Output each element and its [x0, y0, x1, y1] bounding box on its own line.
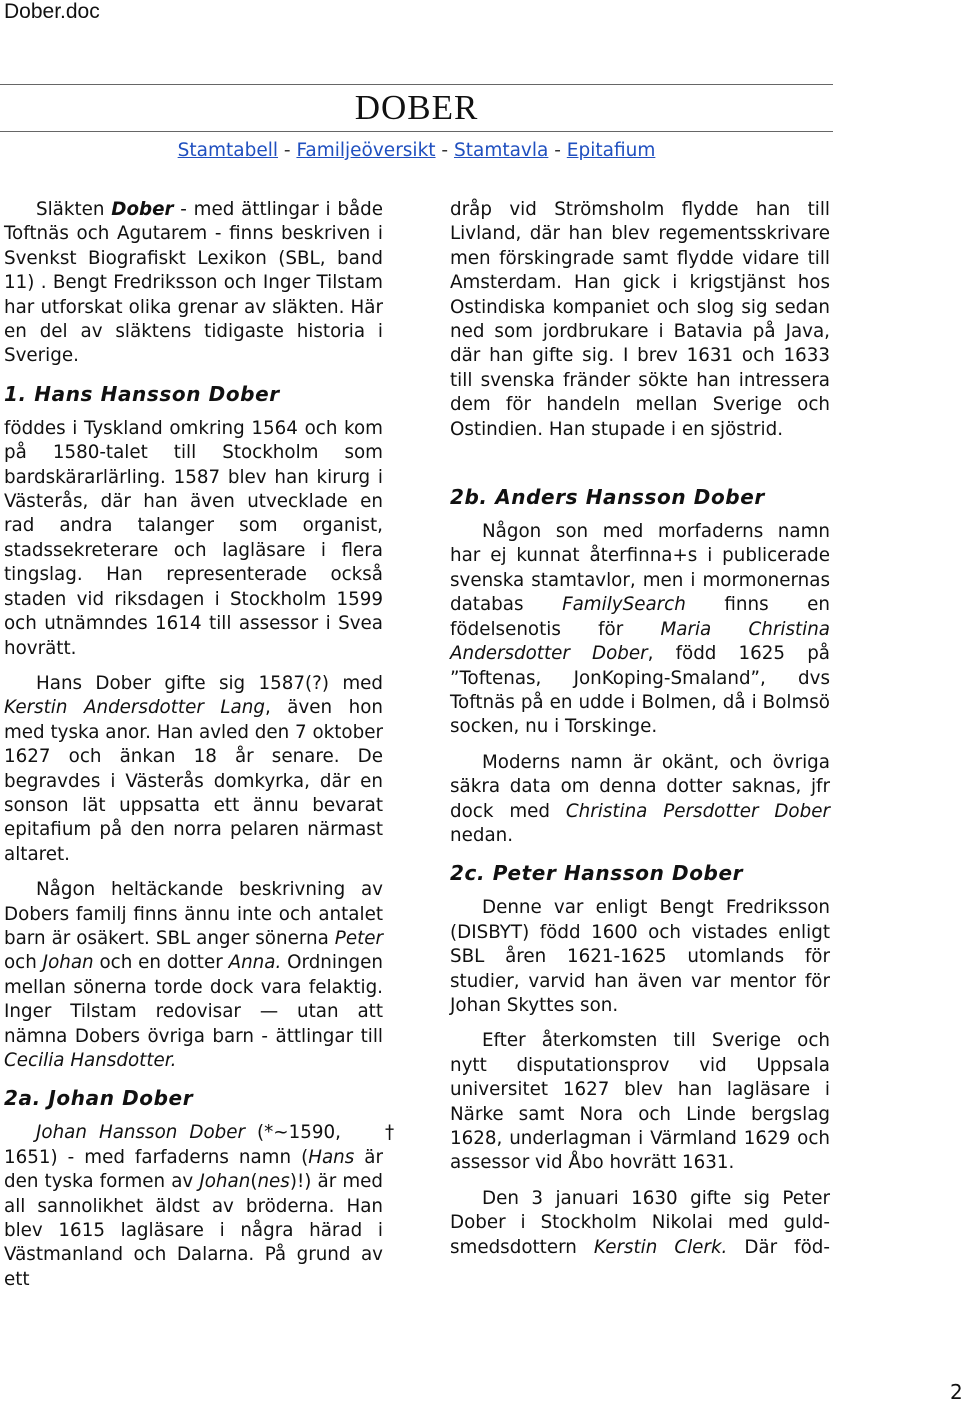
link-stamtavla[interactable]: Stamtavla	[453, 140, 549, 161]
nav-separator: -	[278, 140, 297, 161]
heading-hans-hansson-dober: 1. Hans Hansson Dober	[4, 381, 280, 406]
family-description-paragraph: Någon heltäckande beskrivning av Dobers familj finns ännu inte och antalet barn är osäkert. SBL anger sönerna Peter och Johan och en dotter Anna. Ordningen mellan sönerna torde dock vara felaktig. Inger Tilstam redovisar — utan att nämna Dobers övriga barn - ättlingar till Cecilia Hansdotter.	[4, 879, 383, 1071]
peter-studies-paragraph: Denne var enligt Bengt Fredriksson (DISBYT) född 1600 och vistades enligt SBL åren 1621-1625 utomlands för studier, varvid han även var mentor för Johan Skyttes son.	[450, 897, 830, 1016]
hans-marriage-paragraph: Hans Dober gifte sig 1587(?) med Kerstin Andersdotter Lang, även hon med tyska anor. Han avled den 7 oktober 1627 och änkan 18 år senare. De begravdes i Västerås domkyrka, där en sonson lät uppsatta ett ännu bevarat epitafium på den norra pelaren närmast altaret.	[4, 672, 383, 865]
left-column	[4, 198, 395, 1303]
peter-career-paragraph: Efter återkomsten till Sverige och nytt disputationsprov vid Uppsala universitet 1627 blev han lagläsare i Närke samt Nora och Linde bergslag 1628, underlagman i Värmland 1629 och assessor vid Åbo hovrätt 1631.	[450, 1030, 830, 1174]
johan-continued-paragraph: dråp vid Strömsholm flydde han till Livland, där han blev regementsskrivare men förskingrade samt flydde vidare till Amsterdam. Han gick i krigstjänst hos Ostindiska kompaniet och slog sig sedan ned som jordbrukare i Batavia på Java, där han gifte sig. I brev 1631 och 1633 till svenska fränder sökte han intressera dem för handeln mellan Sverige och Ostindien. Han stupade i en sjöstrid.	[450, 199, 830, 440]
right-column	[450, 198, 830, 1271]
link-epitafium[interactable]: Epitafium	[566, 140, 656, 161]
link-familjeoversikt[interactable]: Familjeöversikt	[296, 140, 436, 161]
johan-paragraph: Johan Hansson Dober (*~1590, † 1651) - med farfaderns namn (Hans är den tyska formen av Johan(nes)!) är med all sannolikhet äldst av bröderna. Han blev 1615 lagläsare i några härad i Västmanland och Dalarna. På grund av ett	[4, 1122, 395, 1290]
link-stamtabell[interactable]: Stamtabell	[177, 140, 278, 161]
title-top-rule	[0, 84, 833, 85]
anders-paragraph: Någon son med morfaderns namn har ej kunnat återfinna+s i publicerade svenska stamtavlor, men i mormonernas databas FamilySearch finns en födelsenotis för Maria Christina Andersdotter Dober, född 1625 på ”Toftenas, JonKoping-Smaland”, dvs Toftnäs på en udde i Bolmen, då i Bolmsö socken, nu i Torskinge.	[450, 521, 831, 738]
heading-peter-hansson-dober: 2c. Peter Hansson Dober	[450, 861, 744, 886]
title-bottom-rule	[0, 131, 833, 132]
heading-johan-dober: 2a. Johan Dober	[4, 1086, 194, 1111]
page-title: DOBER	[354, 88, 479, 127]
page-number: 2	[950, 1380, 963, 1404]
document-filename: Dober.doc	[4, 0, 100, 23]
navigation-links	[0, 138, 833, 164]
hans-birth-paragraph: föddes i Tyskland omkring 1564 och kom på 1580-talet till Stockholm som bardskärarlärling. 1587 blev han kirurg i Västerås, där han även utvecklade en rad andra talanger som organist, stadssekreterare och lagläsare i flera tingslag. Han representerade också staden vid riksdagen i Stockholm 1599 och utnämndes 1614 till assessor i Svea hovrätt.	[4, 417, 383, 659]
nav-separator: -	[548, 140, 567, 161]
peter-marriage-paragraph: Den 3 januari 1630 gifte sig Peter Dober i Stockholm Nikolai med guldsmedsdottern Kerstin Clerk. Där föd-	[450, 1187, 830, 1258]
intro-paragraph: Släkten Dober - med ättlingar i både Toftnäs och Agutarem - finns beskriven i Svenkst Biografiskt Lexikon (SBL, band 11) . Bengt Fredriksson och Inger Tilstam har utforskat olika grenar av släkten. Här en del av släktens tidigaste historia i Sverige.	[4, 199, 384, 367]
nav-separator: -	[435, 140, 454, 161]
heading-anders-hansson-dober: 2b. Anders Hansson Dober	[450, 485, 765, 510]
dagger-icon: †	[385, 1122, 395, 1144]
mother-paragraph: Moderns namn är okänt, och övriga säkra data om denna dotter saknas, jfr dock med Christina Persdotter Dober nedan.	[450, 751, 830, 846]
